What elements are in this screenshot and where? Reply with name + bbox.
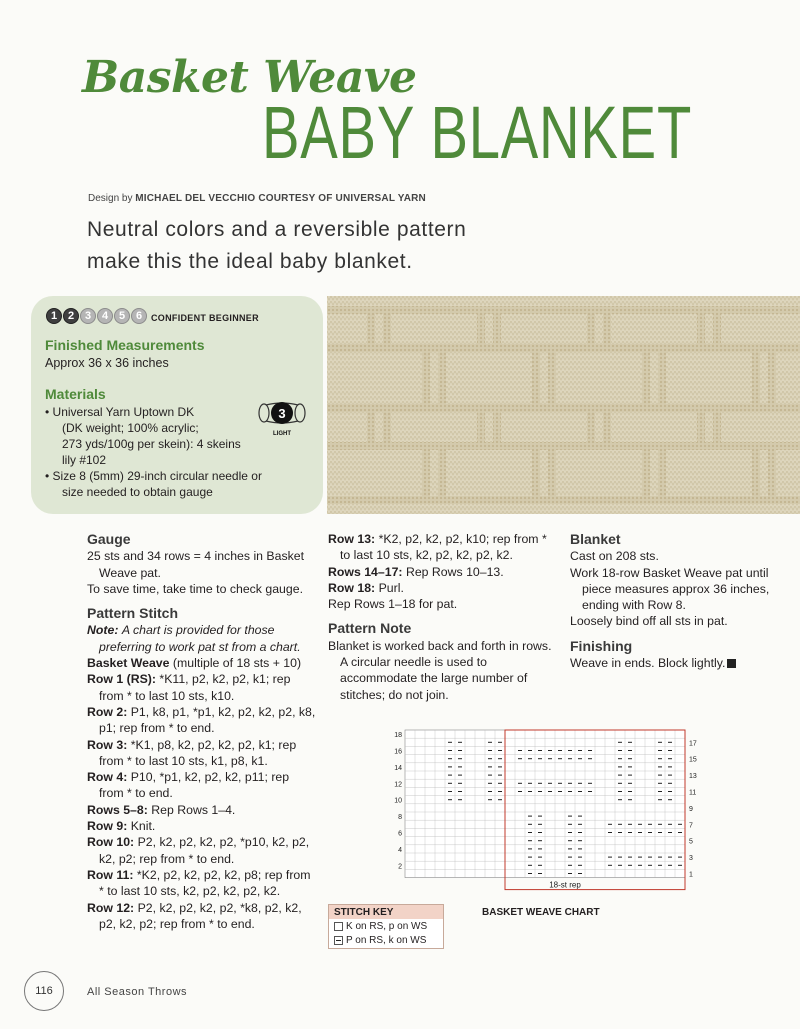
row-label: 12 — [394, 781, 402, 789]
finishing-heading: Finishing — [570, 637, 633, 654]
skill-level-4: 4 — [97, 308, 113, 324]
skill-level-1: 1 — [46, 308, 62, 324]
pattern-note-heading: Pattern Note — [328, 620, 412, 637]
note-text: A chart is provided for those preferring to work pat st from a chart. — [99, 623, 301, 654]
book-title: All Season Throws — [87, 986, 188, 998]
skill-level-6: 6 — [131, 308, 147, 324]
materials-item: (DK weight; 100% acrylic; — [62, 421, 199, 435]
bw-label: Basket Weave — [87, 656, 170, 671]
repeat-label: 18-st rep — [549, 880, 581, 890]
row-instruction: Rows 5–8: Rep Rows 1–4. — [87, 802, 236, 817]
chart-title: BASKET WEAVE CHART — [482, 907, 600, 918]
row-label: 9 — [689, 805, 693, 813]
note-label: Note: — [87, 623, 119, 638]
bw-text: (multiple of 18 sts + 10) — [172, 656, 302, 671]
blanket-photo — [327, 296, 800, 514]
skill-level-3: 3 — [80, 308, 96, 324]
pattern-note-text: Blanket is worked back and forth in rows. A circular needle is used to accommodate the large number of stitches; do not join. — [328, 638, 552, 702]
yarn-weight-number: 3 — [278, 406, 286, 421]
stitch-key-title: STITCH KEY — [329, 905, 443, 919]
row-label: 7 — [689, 822, 693, 830]
designer-name: MICHAEL DEL VECCHIO COURTESY OF UNIVERSAL YARN — [135, 193, 426, 204]
row-label: 1 — [689, 871, 693, 879]
materials-item: • Universal Yarn Uptown DK — [45, 405, 195, 419]
stitch-key-item: K on RS, p on WS — [329, 919, 443, 933]
row-instruction: Row 9: Knit. — [87, 819, 156, 834]
row-instruction: Rows 14–17: Rep Rows 10–13. — [328, 564, 504, 579]
column-right — [570, 531, 790, 671]
row-label: 14 — [394, 764, 402, 772]
gauge-line: To save time, take time to check gauge. — [87, 581, 303, 596]
intro-line: make this the ideal baby blanket. — [87, 250, 413, 273]
finishing-text: Weave in ends. Block lightly. — [570, 655, 790, 671]
materials-item: lily #102 — [62, 453, 107, 467]
basket-weave-chart — [375, 726, 735, 898]
page-title: BABY BLANKET — [262, 91, 693, 174]
materials-heading: Materials — [45, 386, 106, 402]
row-label: 15 — [689, 756, 697, 764]
intro-line: Neutral colors and a reversible pattern — [87, 218, 467, 241]
row-label: 4 — [398, 846, 402, 854]
knit-symbol-icon — [334, 922, 343, 931]
row-label: 5 — [689, 838, 693, 846]
yarn-weight-label: LIGHT — [273, 431, 291, 437]
row-instruction: Row 12: P2, k2, p2, k2, p2, *k8, p2, k2, p2, k2, p2; rep from * to end. — [87, 900, 302, 931]
row-instruction: Row 1 (RS): *K11, p2, k2, p2, k1; rep from * to last 10 sts, k10. — [87, 672, 291, 703]
row-label: 11 — [689, 789, 697, 797]
row-label: 2 — [398, 863, 402, 871]
row-label: 13 — [689, 773, 697, 781]
row-instruction: Row 2: P1, k8, p1, *p1, k2, p2, k2, p2, k8, p1; rep from * to end. — [87, 704, 316, 736]
repeat-line: Rep Rows 1–18 for pat. — [328, 597, 458, 612]
row-instruction: Row 10: P2, k2, p2, k2, p2, *p10, k2, p2, k2, p2; rep from * to end. — [87, 835, 310, 866]
row-label: 16 — [394, 748, 402, 756]
blanket-line: Cast on 208 sts. — [570, 549, 659, 564]
blanket-line: Work 18-row Basket Weave pat until piece measures approx 36 inches, ending with Row 8. — [570, 565, 770, 613]
title-script: Basket Weave — [82, 52, 417, 103]
skill-level-5: 5 — [114, 308, 130, 324]
gauge-line: 25 sts and 34 rows = 4 inches in Basket Weave pat. — [87, 549, 305, 580]
column-middle — [328, 531, 560, 703]
row-label: 6 — [398, 830, 402, 838]
gauge-heading: Gauge — [87, 531, 131, 547]
purl-symbol-icon — [334, 936, 343, 945]
pattern-stitch-heading: Pattern Stitch — [87, 605, 179, 622]
column-left — [87, 531, 317, 932]
row-label: 3 — [689, 855, 693, 863]
row-label: 10 — [394, 797, 402, 805]
yarn-weight-icon — [256, 397, 308, 437]
stitch-key-item: P on RS, k on WS — [329, 933, 443, 947]
skill-level-2: 2 — [63, 308, 79, 324]
basket-weave-line — [87, 655, 317, 671]
stitch-key — [328, 904, 444, 949]
row-instruction: Row 3: *K1, p8, k2, p2, k2, p2, k1; rep from * to last 10 sts, k1, p8, k1. — [87, 737, 297, 768]
row-instruction: Row 4: P10, *p1, k2, p2, k2, p11; rep from * to end. — [87, 770, 290, 801]
row-label: 8 — [398, 814, 402, 822]
blanket-line: Loosely bind off all sts in pat. — [570, 614, 728, 629]
row-instruction: Row 13: *K2, p2, k2, p2, k10; rep from * to last 10 sts, k2, p2, k2, p2, k2. — [328, 532, 547, 563]
finished-measurements-heading: Finished Measurements — [45, 337, 205, 353]
materials-item: size needed to obtain gauge — [62, 485, 213, 499]
row-label: 18 — [394, 732, 402, 740]
materials-item: 273 yds/100g per skein): 4 skeins — [62, 437, 241, 451]
row-instruction: Row 18: Purl. — [328, 580, 404, 595]
skill-levels — [46, 308, 147, 324]
skill-label: CONFIDENT BEGINNER — [151, 313, 259, 323]
page-number: 116 — [24, 971, 64, 1011]
row-instruction: Row 11: *K2, p2, k2, p2, k2, p8; rep from * to last 10 sts, k2, p2, k2, p2, k2. — [87, 867, 311, 899]
intro-text — [87, 214, 607, 278]
designer-credit — [88, 193, 426, 204]
materials-item: • Size 8 (5mm) 29-inch circular needle or — [45, 469, 262, 483]
designer-prefix: Design by — [88, 193, 133, 204]
end-mark-icon — [727, 659, 736, 668]
finished-measurements-value: Approx 36 x 36 inches — [45, 356, 169, 370]
blanket-heading: Blanket — [570, 531, 621, 547]
pattern-note — [87, 622, 317, 655]
row-label: 17 — [689, 740, 697, 748]
